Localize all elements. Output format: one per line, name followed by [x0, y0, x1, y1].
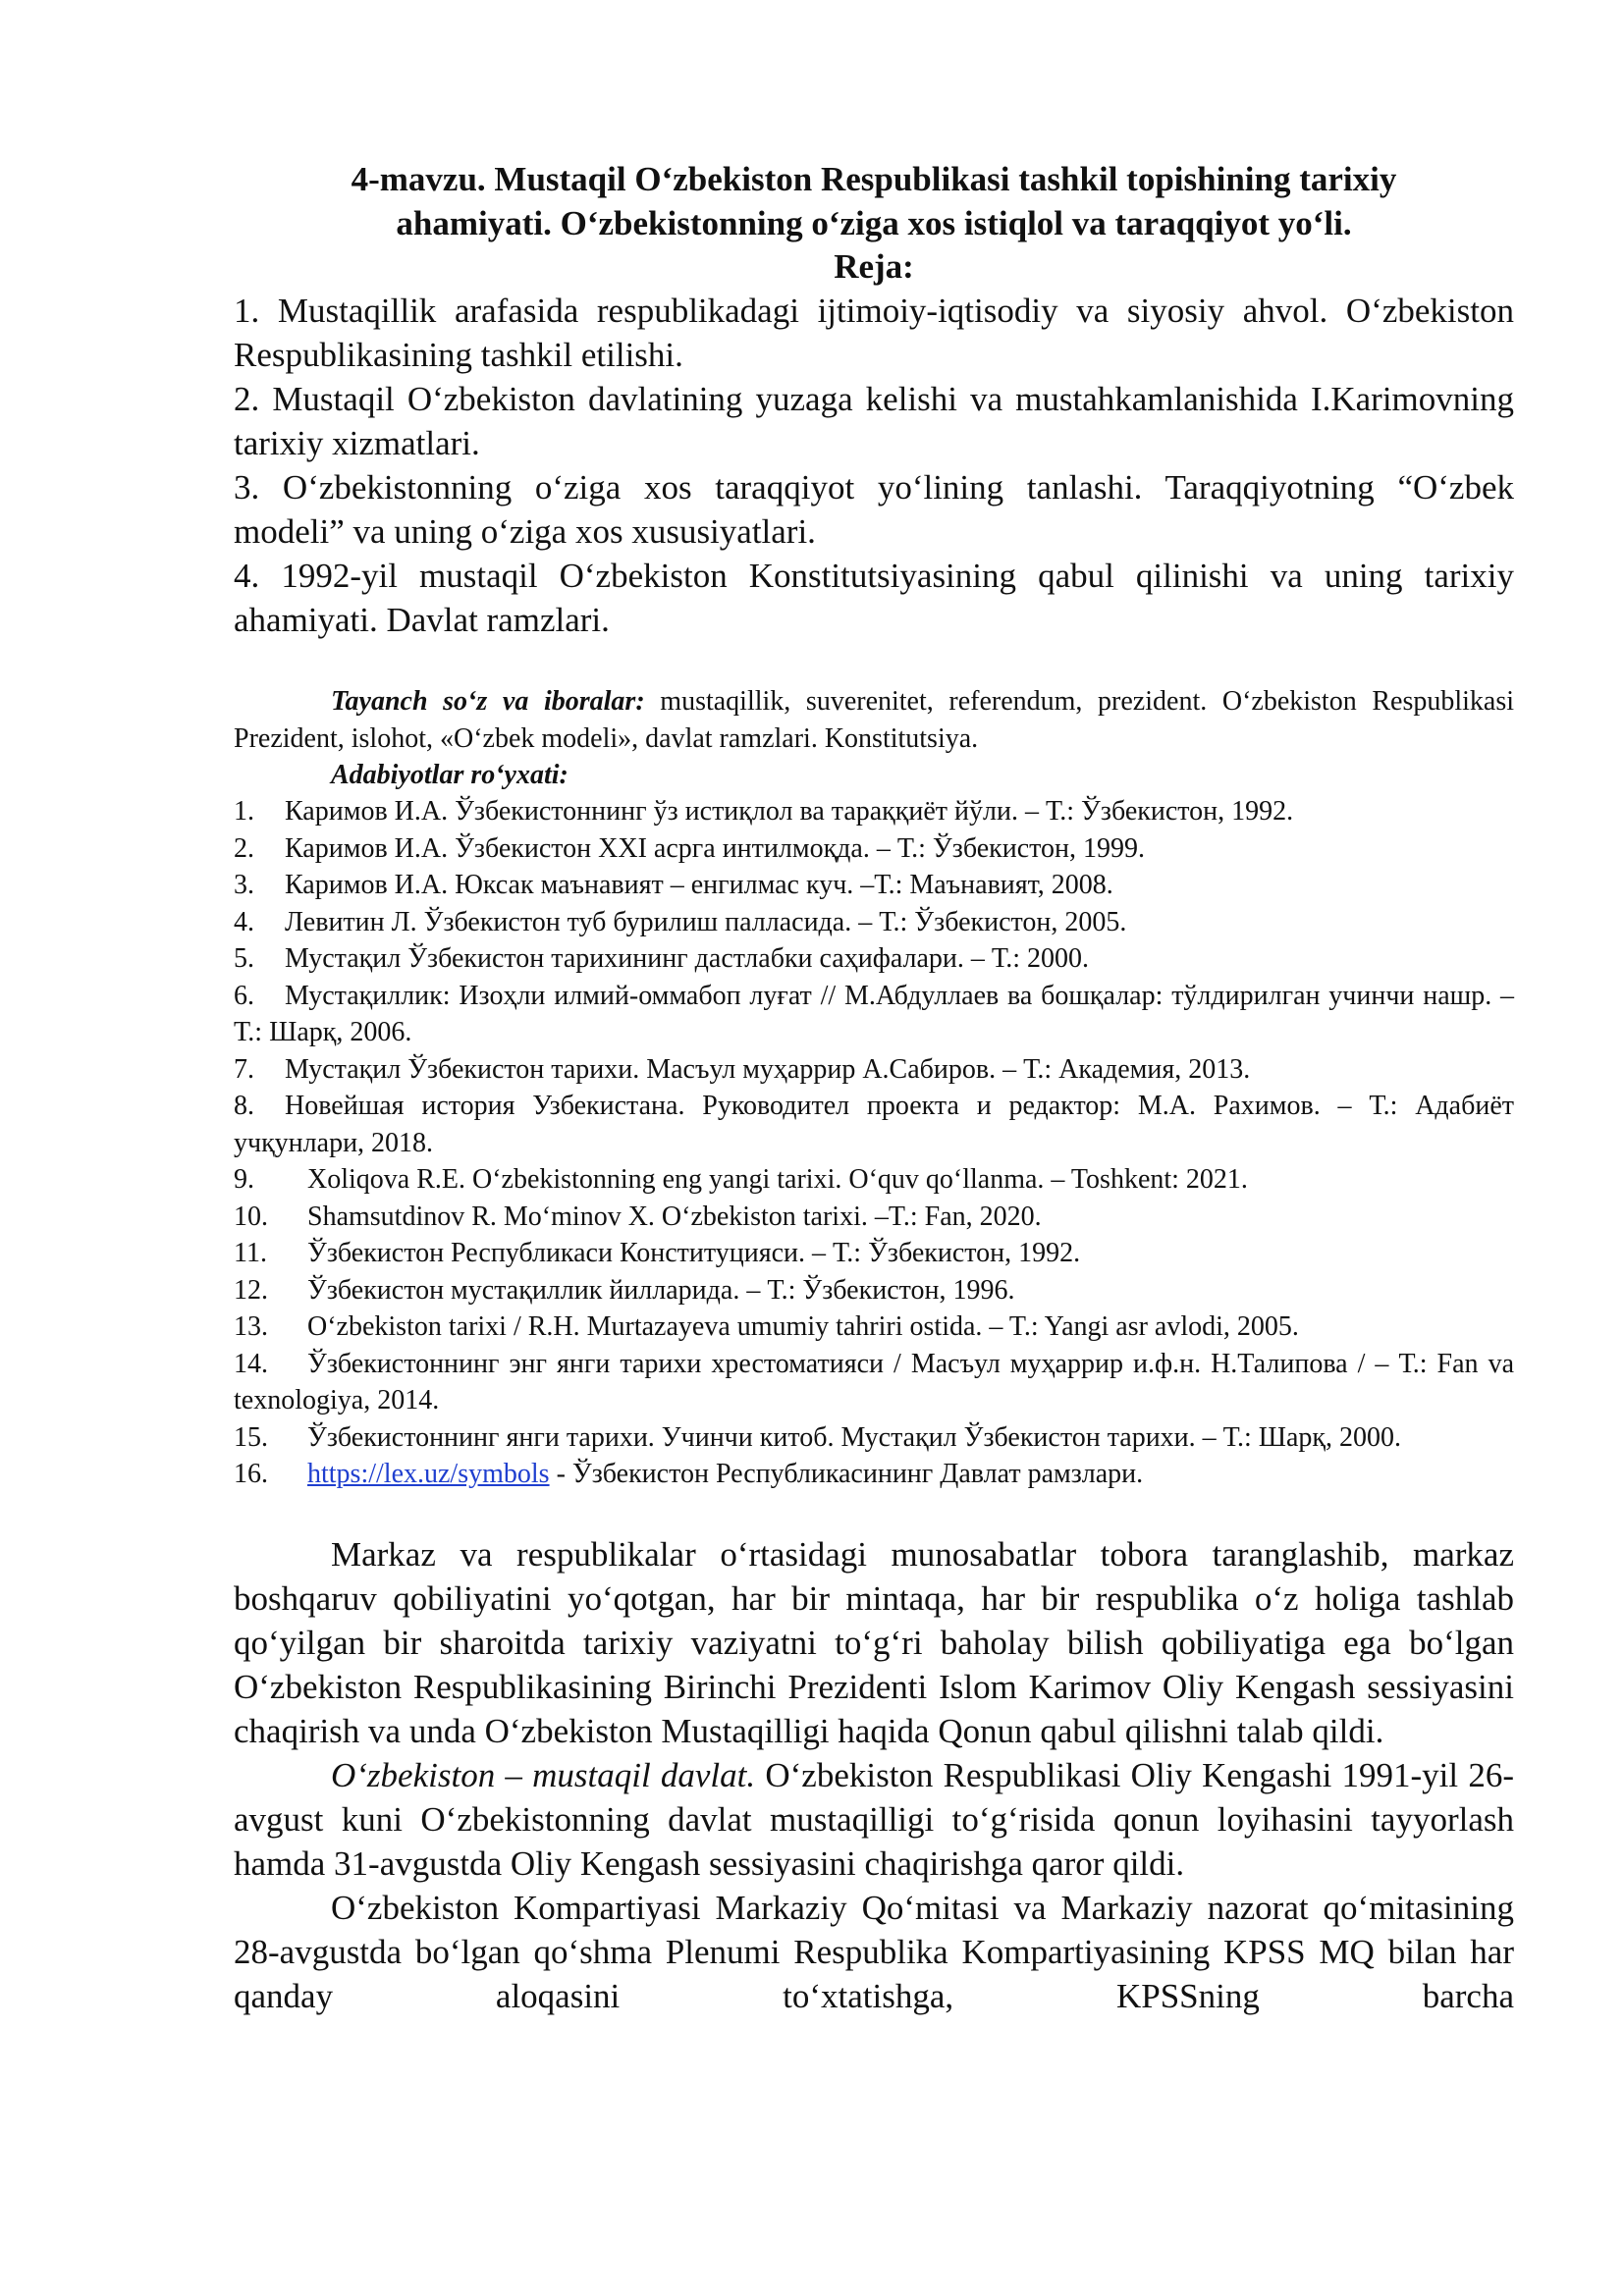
literature-item	[234, 1456, 1514, 1493]
literature-item	[234, 1161, 1514, 1199]
literature-item	[234, 1235, 1514, 1272]
literature-text: Ўзбекистоннинг янги тарихи. Учинчи китоб. Мустақил Ўзбекистон тарихи. – Т.: Шарқ, 2000.	[307, 1421, 1402, 1453]
plan-item: 1. Mustaqillik arafasida respublikadagi ijtimoiy-iqtisodiy va siyosiy ahvol. O‘zbekiston Respublikasining tashkil etilishi.	[234, 292, 1514, 374]
literature-item	[234, 904, 1514, 941]
keywords-paragraph	[234, 683, 1514, 758]
literature-number: 11.	[234, 1238, 267, 1268]
literature-text: Каримов И.А. Ўзбекистон XXI асрга интилмоқда. – Т.: Ўзбекистон, 1999.	[285, 832, 1145, 864]
literature-number: 8.	[234, 1091, 254, 1121]
literature-item	[234, 867, 1514, 904]
literature-text: Мустақил Ўзбекистон тарихининг дастлабки саҳифалари. – Т.: 2000.	[285, 943, 1089, 974]
body-paragraph	[234, 1753, 1514, 1886]
paragraph-italic-lead: O‘zbekiston – mustaqil davlat.	[331, 1755, 756, 1794]
literature-item	[234, 1419, 1514, 1457]
literature-text: Каримов И.А. Юксак маънавият – енгилмас куч. –Т.: Маънавият, 2008.	[285, 870, 1113, 900]
plan-list	[234, 289, 1514, 642]
literature-text: Новейшая история Узбекистана. Руководител проекта и редактор: М.А. Рахимов. – Т.: Адабиёт учқунлари, 2018.	[234, 1091, 1514, 1158]
body-text	[234, 1532, 1514, 2018]
literature-text: Ўзбекистон Республикаси Конституцияси. – Т.: Ўзбекистон, 1992.	[307, 1238, 1081, 1268]
literature-number: 13.	[234, 1311, 268, 1342]
literature-number: 12.	[234, 1274, 268, 1306]
literature-text: Ўзбекистоннинг энг янги тарихи хрестоматияси / Масъул муҳаррир и.ф.н. Н.Талипова / – Т.: Fan va texnologiya, 2014.	[234, 1348, 1514, 1415]
literature-number: 15.	[234, 1421, 268, 1453]
literature-item	[234, 793, 1514, 830]
literature-number: 6.	[234, 980, 254, 1011]
body-paragraph: Markaz va respublikalar o‘rtasidagi munosabatlar tobora taranglashib, markaz boshqaruv qobiliyatini yo‘qotgan, har bir mintaqa, har bir respublika o‘z holiga tashlab qo‘yilgan bir sharoitda tarixiy vaziyatni to‘g‘ri baholay bilish qobiliyatiga ega bo‘lgan O‘zbekiston Respublikasining Birinchi Prezidenti Islom Karimov Oliy Kengash sessiyasini chaqirish va unda O‘zbekiston Mustaqilligi haqida Qonun qabul qilishni talab qildi.	[234, 1534, 1514, 1750]
literature-text: Shamsutdinov R. Mo‘minov X. O‘zbekiston tarixi. –T.: Fan, 2020.	[307, 1201, 1042, 1232]
literature-text: - Ўзбекистон Республикасининг Давлат рамзлари.	[549, 1459, 1144, 1489]
literature-item	[234, 830, 1514, 868]
literature-item	[234, 1272, 1514, 1309]
body-paragraph: O‘zbekiston Kompartiyasi Markaziy Qo‘mitasi va Markaziy nazorat qo‘mitasining 28-avgustda bo‘lgan qo‘shma Plenumi Respublika Kompartiyasining KPSS MQ bilan har qanday aloqasini to‘xtatishga, KPSSning barcha	[234, 1888, 1514, 2015]
lex-uz-symbols-link[interactable]: https://lex.uz/symbols	[307, 1459, 550, 1489]
literature-item	[234, 1199, 1514, 1236]
keywords-text: mustaqillik, suverenitet, referendum, prezident. O‘zbekiston Respublikasi Prezident, islohot, «O‘zbek modeli», davlat ramzlari. Konstitutsiya.	[234, 686, 1514, 754]
literature-item	[234, 1308, 1514, 1346]
literature-text: Левитин Л. Ўзбекистон туб бурилиш палласида. – Т.: Ўзбекистон, 2005.	[285, 906, 1127, 937]
title-line-2: ahamiyati. O‘zbekistonning o‘ziga xos istiqlol va taraqqiyot yo‘li.	[396, 204, 1352, 242]
literature-number: 16.	[234, 1459, 268, 1489]
plan-item: 3. O‘zbekistonning o‘ziga xos taraqqiyot yo‘lining tanlashi. Taraqqiyotning “O‘zbek modeli” va uning o‘ziga xos xususiyatlari.	[234, 468, 1514, 551]
plan-heading: Reja:	[834, 247, 914, 286]
literature-text: Мустақил Ўзбекистон тарихи. Масъул муҳаррир А.Сабиров. – Т.: Академия, 2013.	[285, 1053, 1251, 1085]
literature-item	[234, 1051, 1514, 1089]
literature-number: 5.	[234, 943, 254, 974]
literature-number: 10.	[234, 1201, 268, 1232]
literature-number: 1.	[234, 796, 254, 827]
literature-item	[234, 978, 1514, 1051]
plan-item: 4. 1992-yil mustaqil O‘zbekiston Konstitutsiyasining qabul qilinishi va uning tarixiy ahamiyati. Davlat ramzlari.	[234, 557, 1514, 639]
literature-list	[234, 793, 1514, 1493]
literature-text: Ўзбекистон мустақиллик йилларида. – Т.: Ўзбекистон, 1996.	[307, 1274, 1015, 1306]
literature-number: 14.	[234, 1348, 268, 1379]
literature-item	[234, 1088, 1514, 1161]
literature-text: Xoliqova R.E. O‘zbekistonning eng yangi tarixi. O‘quv qo‘llanma. – Toshkent: 2021.	[307, 1164, 1248, 1195]
literature-number: 4.	[234, 906, 254, 937]
literature-item	[234, 940, 1514, 978]
literature-text: Каримов И.А. Ўзбекистоннинг ўз истиқлол ва тараққиёт йўли. – Т.: Ўзбекистон, 1992.	[285, 796, 1294, 827]
document-title	[234, 157, 1514, 245]
literature-number: 9.	[234, 1164, 254, 1195]
literature-number: 7.	[234, 1053, 254, 1085]
keywords-label: Tayanch so‘z va iboralar:	[331, 686, 645, 717]
literature-item	[234, 1346, 1514, 1419]
plan-item: 2. Mustaqil O‘zbekiston davlatining yuzaga kelishi va mustahkamlanishida I.Karimovning tarixiy xizmatlari.	[234, 380, 1514, 462]
literature-text: Мустақиллик: Изоҳли илмий-оммабоп луғат // М.Абдуллаев ва бошқалар: тўлдирилган учинчи нашр. – Т.: Шарқ, 2006.	[234, 980, 1514, 1047]
literature-text: O‘zbekiston tarixi / R.H. Murtazayeva umumiy tahriri ostida. – T.: Yangi asr avlodi, 2005.	[307, 1311, 1299, 1342]
literature-number: 2.	[234, 832, 254, 864]
literature-heading: Adabiyotlar ro‘yxati:	[331, 760, 568, 790]
document-page	[234, 157, 1514, 2018]
paragraph-text: O‘zbekiston Respublikasi Oliy Kengashi 1991-yil 26-avgust kuni O‘zbekistonning davlat mustaqilligi to‘g‘risida qonun loyihasini tayyorlash hamda 31-avgustda Oliy Kengash sessiyasini chaqirishga qaror qildi.	[234, 1755, 1514, 1883]
literature-number: 3.	[234, 870, 254, 900]
title-line-1: 4-mavzu. Mustaqil O‘zbekiston Respublikasi tashkil topishining tarixiy	[351, 160, 1397, 198]
